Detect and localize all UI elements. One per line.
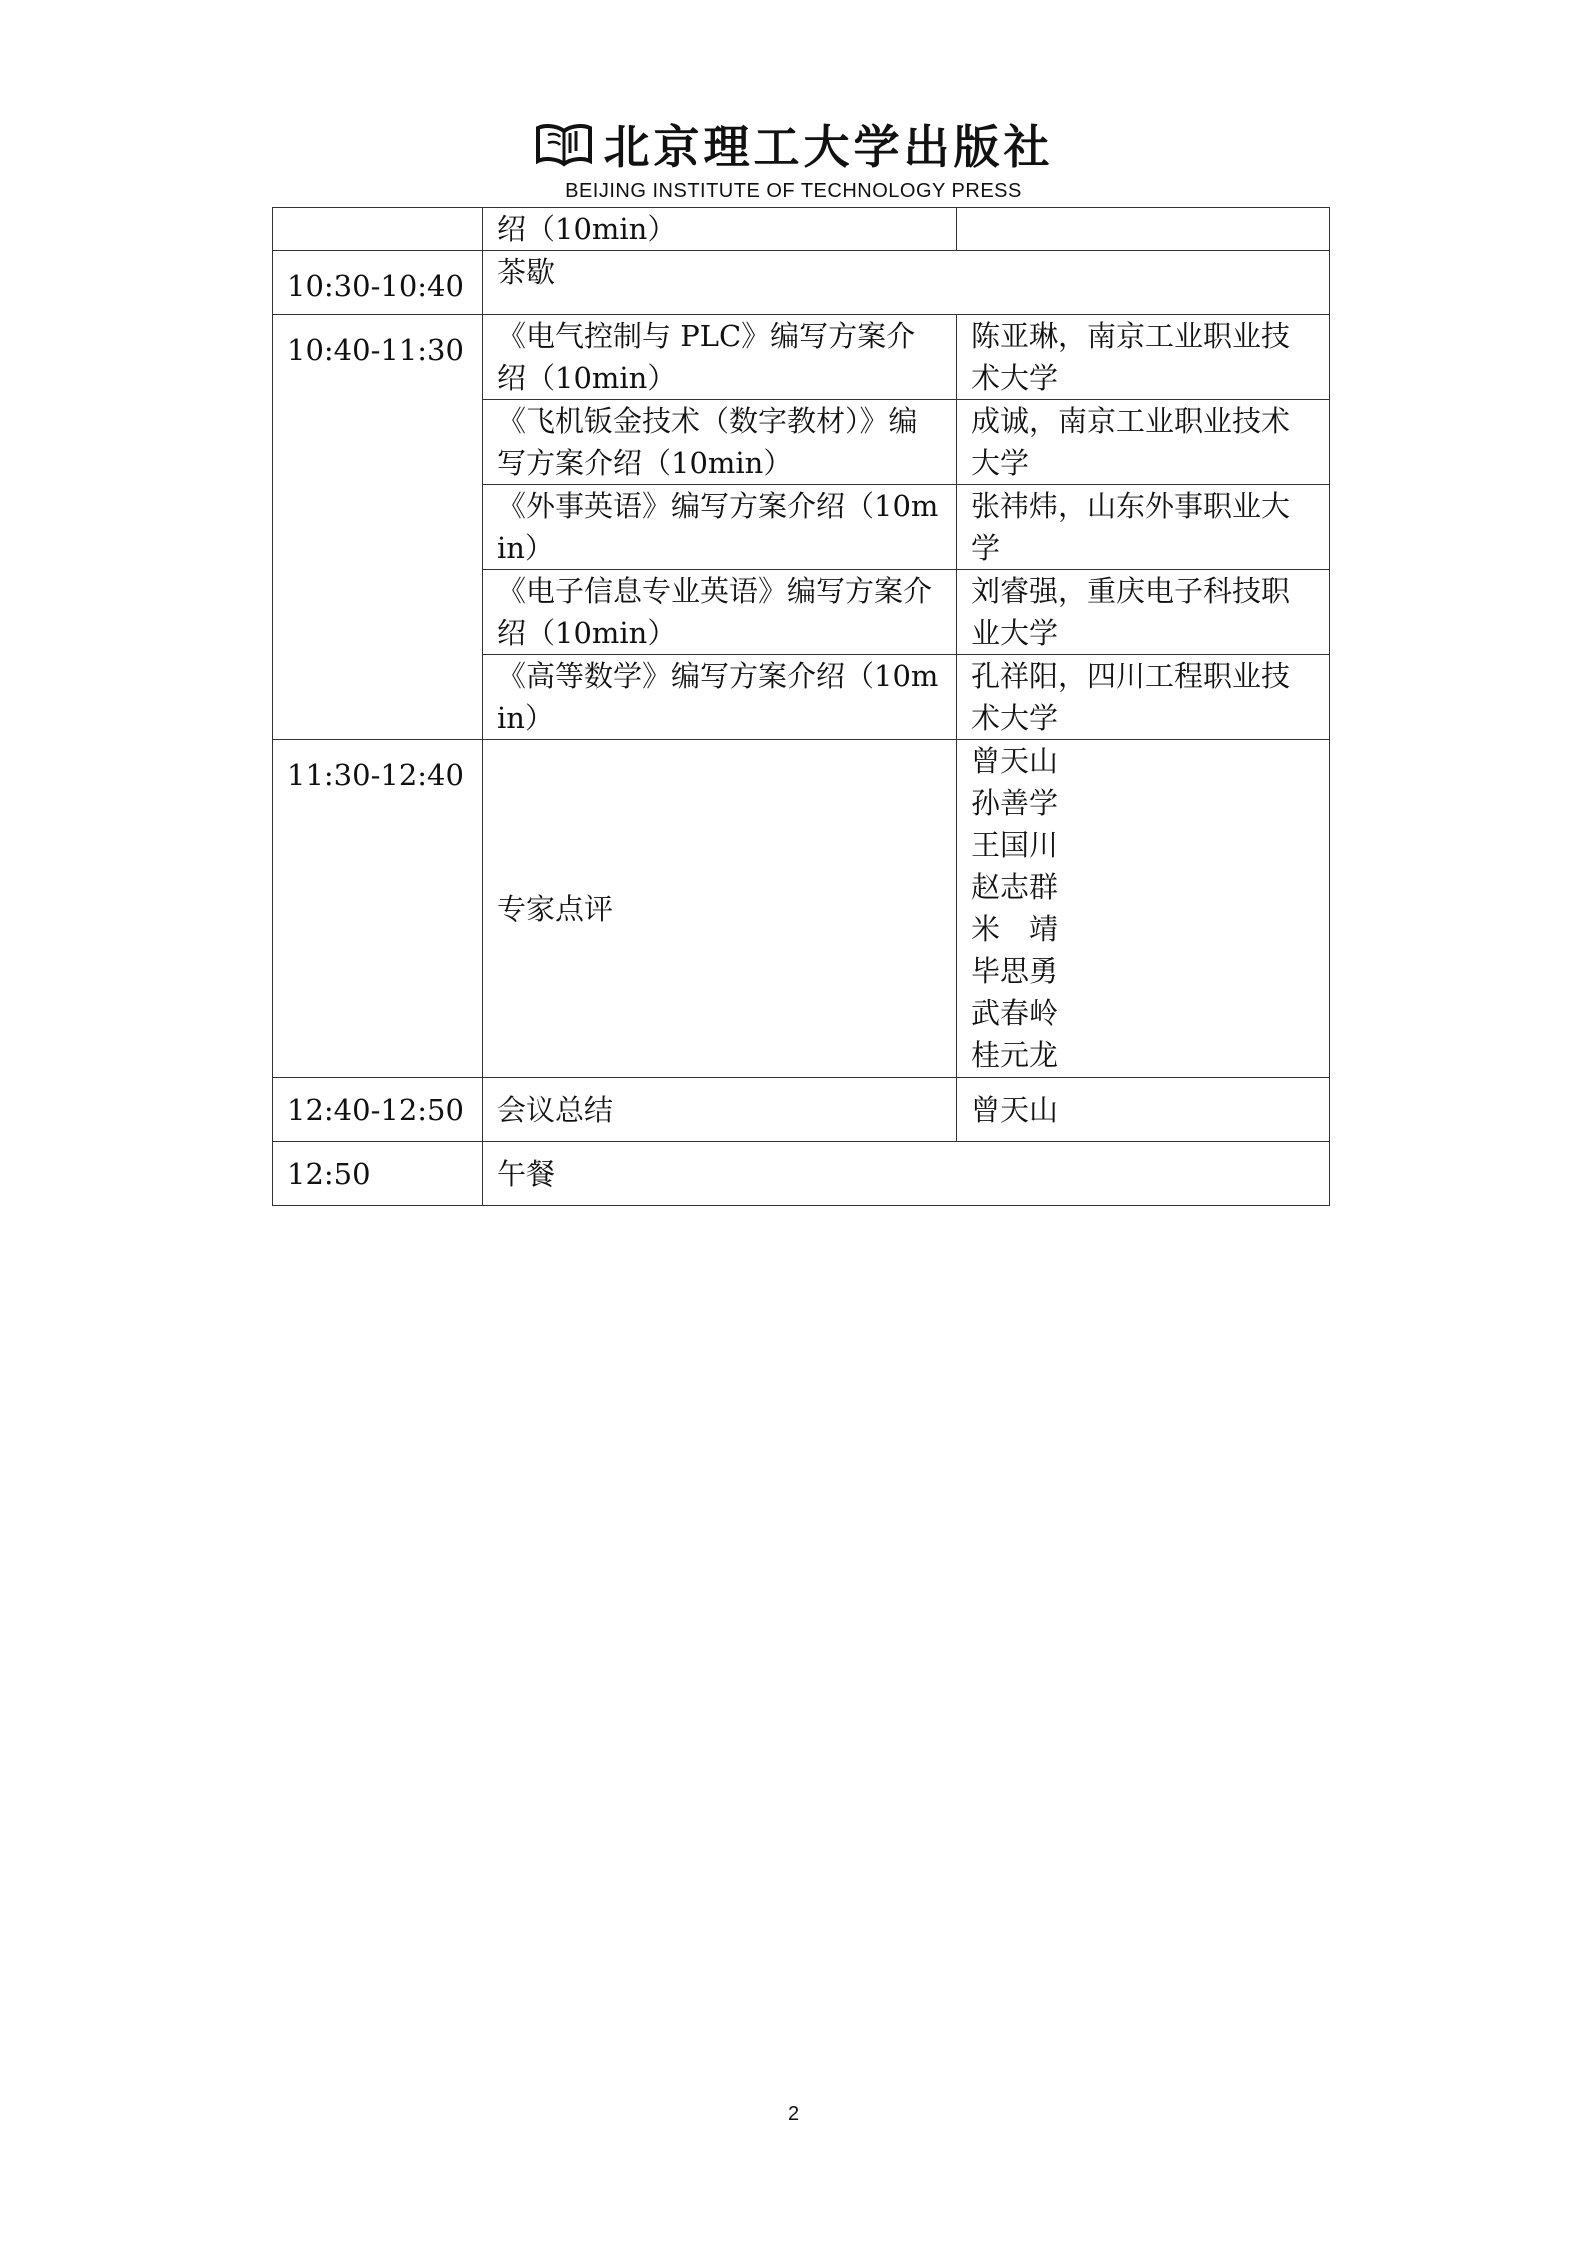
schedule-table <box>272 207 1330 1206</box>
speaker-cell: 张祎炜，山东外事职业大学 <box>957 485 1330 570</box>
table-row <box>273 208 1330 251</box>
item-cell: 午餐 <box>483 1142 1330 1206</box>
speaker-cell: 刘睿强，重庆电子科技职业大学 <box>957 570 1330 655</box>
time-cell: 10:30-10:40 <box>273 251 483 315</box>
expert-name: 米 靖 <box>971 912 1059 946</box>
speaker-cell: 曾天山 <box>957 1078 1330 1142</box>
item-cell: 绍（10min） <box>483 208 957 251</box>
table-row <box>273 1078 1330 1142</box>
table-row <box>273 740 1330 1078</box>
item-cell: 《电子信息专业英语》编写方案介绍（10min） <box>483 570 957 655</box>
time-cell: 10:40-11:30 <box>273 315 483 740</box>
expert-name: 赵志群 <box>971 870 1059 904</box>
table-row <box>273 1142 1330 1206</box>
time-cell <box>273 208 483 251</box>
publisher-logo <box>0 112 1587 176</box>
item-cell: 《电气控制与 PLC》编写方案介绍（10min） <box>483 315 957 400</box>
speaker-cell: 成诚，南京工业职业技术大学 <box>957 400 1330 485</box>
publisher-name-en: BEIJING INSTITUTE OF TECHNOLOGY PRESS <box>565 180 1022 202</box>
time-cell: 11:30-12:40 <box>273 740 483 1078</box>
time-cell: 12:40-12:50 <box>273 1078 483 1142</box>
item-cell: 《外事英语》编写方案介绍（10min） <box>483 485 957 570</box>
item-cell: 专家点评 <box>483 740 957 1078</box>
expert-list-cell <box>957 740 1330 1078</box>
item-cell: 《飞机钣金技术（数字教材）》编写方案介绍（10min） <box>483 400 957 485</box>
expert-name: 王国川 <box>971 828 1059 862</box>
speaker-cell <box>957 208 1330 251</box>
item-cell: 《高等数学》编写方案介绍（10min） <box>483 655 957 740</box>
open-book-icon <box>534 119 594 169</box>
speaker-cell: 孔祥阳，四川工程职业技术大学 <box>957 655 1330 740</box>
expert-name: 曾天山 <box>971 744 1059 778</box>
page-number: 2 <box>787 2103 800 2125</box>
expert-name: 孙善学 <box>971 786 1059 820</box>
table-row <box>273 251 1330 315</box>
expert-name: 桂元龙 <box>971 1038 1059 1072</box>
table-row <box>273 315 1330 400</box>
time-cell: 12:50 <box>273 1142 483 1206</box>
publisher-name-cn: 北京理工大学出版社 <box>603 120 1054 174</box>
expert-name: 毕思勇 <box>971 954 1059 988</box>
speaker-cell: 陈亚琳，南京工业职业技术大学 <box>957 315 1330 400</box>
expert-name: 武春岭 <box>971 996 1059 1030</box>
item-cell: 会议总结 <box>483 1078 957 1142</box>
publisher-header <box>0 112 1587 203</box>
item-cell: 茶歇 <box>483 251 1330 315</box>
